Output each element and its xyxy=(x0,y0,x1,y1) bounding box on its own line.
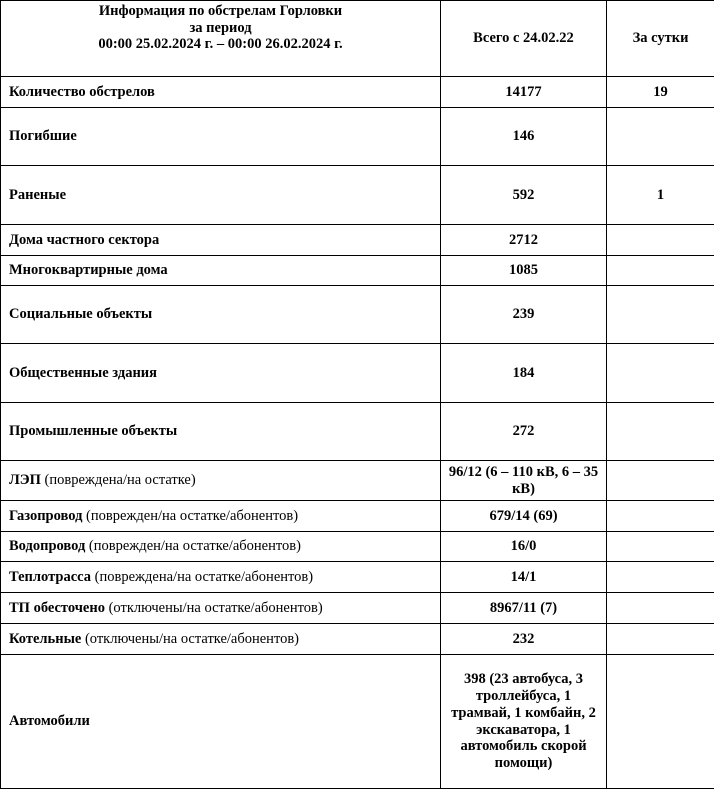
row-total: 8967/11 (7) xyxy=(441,593,607,624)
row-total: 96/12 (6 – 110 кВ, 6 – 35 кВ) xyxy=(441,461,607,501)
row-day xyxy=(607,108,714,166)
row-day xyxy=(607,532,714,562)
row-label: Социальные объекты xyxy=(9,306,152,322)
table-row xyxy=(1,166,714,225)
table-row xyxy=(1,593,714,624)
row-day xyxy=(607,225,714,256)
row-total: 592 xyxy=(441,166,607,225)
row-total: 146 xyxy=(441,108,607,166)
row-note: (повреждена/на остатке/абонентов) xyxy=(91,569,313,585)
row-label-cell xyxy=(1,593,441,624)
row-label: Теплотрасса xyxy=(9,569,91,585)
row-label-cell xyxy=(1,624,441,655)
row-total: 232 xyxy=(441,624,607,655)
row-label-cell xyxy=(1,256,441,286)
column-header-total: Всего с 24.02.22 xyxy=(441,1,607,77)
row-day: 1 xyxy=(607,166,714,225)
header-row xyxy=(1,1,714,77)
row-day xyxy=(607,624,714,655)
row-label: ТП обесточено xyxy=(9,600,105,616)
row-day xyxy=(607,344,714,403)
row-label: Промышленные объекты xyxy=(9,423,177,439)
row-label-cell xyxy=(1,501,441,532)
table-row xyxy=(1,77,714,108)
row-day xyxy=(607,403,714,461)
row-day xyxy=(607,286,714,344)
row-day: 19 xyxy=(607,77,714,108)
row-note: (поврежден/на остатке/абонентов) xyxy=(85,538,301,554)
row-day xyxy=(607,562,714,593)
row-label: Водопровод xyxy=(9,538,85,554)
row-note: (поврежден/на остатке/абонентов) xyxy=(82,508,298,524)
row-label-cell xyxy=(1,225,441,256)
table-row xyxy=(1,655,714,789)
row-label-cell xyxy=(1,655,441,789)
row-label: Котельные xyxy=(9,631,81,647)
row-total: 2712 xyxy=(441,225,607,256)
row-total: 272 xyxy=(441,403,607,461)
row-total: 398 (23 автобуса, 3 троллейбуса, 1 трамвай, 1 комбайн, 2 экскаватора, 1 автомобиль скорой помощи) xyxy=(441,655,607,789)
table-row xyxy=(1,225,714,256)
table-row xyxy=(1,403,714,461)
table-row xyxy=(1,624,714,655)
row-label-cell xyxy=(1,532,441,562)
column-header-day: За сутки xyxy=(607,1,714,77)
table-row xyxy=(1,501,714,532)
row-label-cell xyxy=(1,108,441,166)
report-title-cell xyxy=(1,1,441,77)
row-total: 14/1 xyxy=(441,562,607,593)
row-label-cell xyxy=(1,286,441,344)
table-row xyxy=(1,562,714,593)
report-title-line2: за период xyxy=(7,20,434,37)
report-title-line1: Информация по обстрелам Горловки xyxy=(7,3,434,20)
table-row xyxy=(1,461,714,501)
table-row xyxy=(1,286,714,344)
row-day xyxy=(607,655,714,789)
table-row xyxy=(1,108,714,166)
row-label-cell xyxy=(1,461,441,501)
table-row xyxy=(1,256,714,286)
row-label: Дома частного сектора xyxy=(9,232,159,248)
row-day xyxy=(607,593,714,624)
row-total: 184 xyxy=(441,344,607,403)
row-label: Количество обстрелов xyxy=(9,84,155,100)
row-label: Погибшие xyxy=(9,128,77,144)
row-label-cell xyxy=(1,403,441,461)
table-row xyxy=(1,532,714,562)
row-total: 16/0 xyxy=(441,532,607,562)
row-day xyxy=(607,501,714,532)
report-title-period: 00:00 25.02.2024 г. – 00:00 26.02.2024 г. xyxy=(7,36,434,53)
row-label-cell xyxy=(1,166,441,225)
row-total: 239 xyxy=(441,286,607,344)
row-total: 679/14 (69) xyxy=(441,501,607,532)
row-label: Общественные здания xyxy=(9,365,157,381)
row-note: (отключены/на остатке/абонентов) xyxy=(81,631,299,647)
row-label: Газопровод xyxy=(9,508,82,524)
row-day xyxy=(607,256,714,286)
row-label: Автомобили xyxy=(9,713,90,729)
row-label-cell xyxy=(1,77,441,108)
row-label-cell xyxy=(1,344,441,403)
row-label: ЛЭП xyxy=(9,472,41,488)
table-row xyxy=(1,344,714,403)
row-total: 1085 xyxy=(441,256,607,286)
row-total: 14177 xyxy=(441,77,607,108)
row-day xyxy=(607,461,714,501)
row-label: Многоквартирные дома xyxy=(9,262,168,278)
row-note: (повреждена/на остатке) xyxy=(41,472,196,488)
row-note: (отключены/на остатке/абонентов) xyxy=(105,600,323,616)
row-label: Раненые xyxy=(9,187,66,203)
row-label-cell xyxy=(1,562,441,593)
